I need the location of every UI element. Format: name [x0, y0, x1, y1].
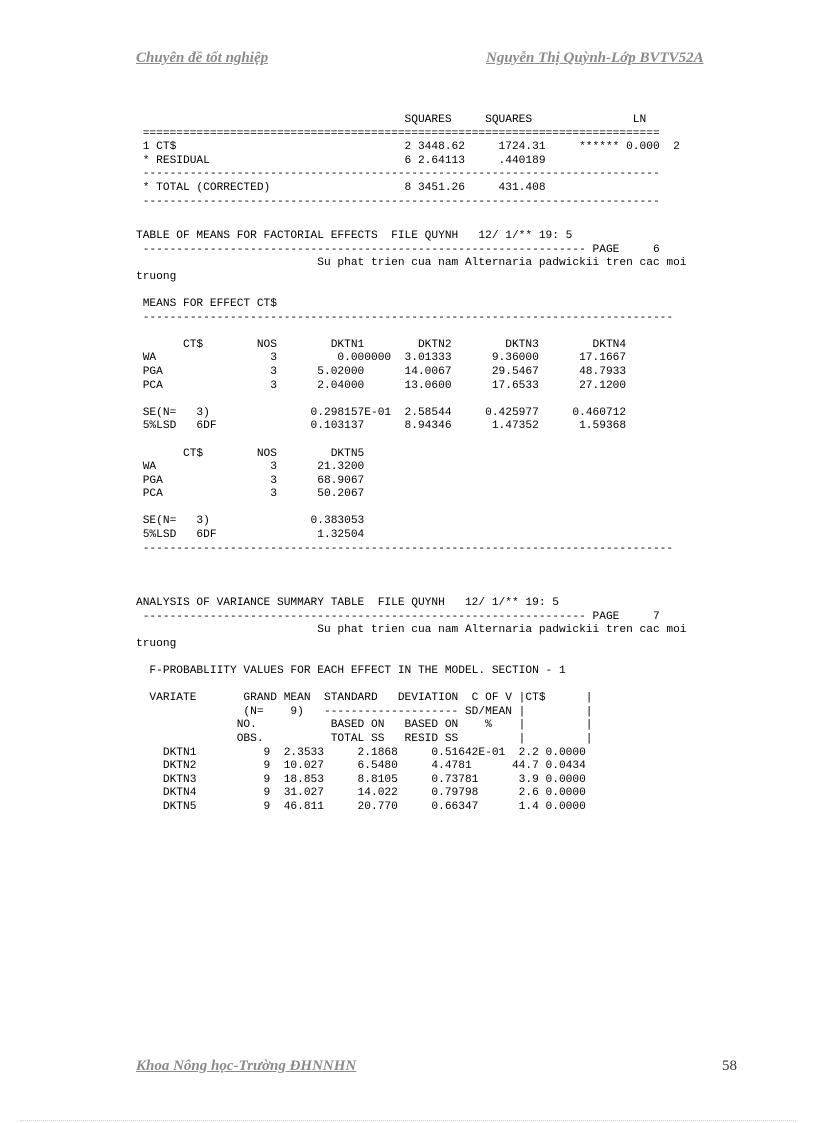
- table-of-means: TABLE OF MEANS FOR FACTORIAL EFFECTS FILE QUYNH 12/ 1/** 19: 5 ------------------------------------------------------------------ PAGE 6 Su phat trien cua nam Alternaria padwickii tren cac moi truong MEANS FOR EFFECT CT$ ------------------------------------------------------------------------------- CT$ NOS DKTN1 DKTN2 DKTN3 DKTN4 WA 3 0.000000 3.01333 9.36000 17.1667 PGA 3 5.02000 14.0067 29.5467 48.7933 PCA 3 2.04000 13.0600 17.6533 27.1200 SE(N= 3) 0.298157E-01 2.58544 0.425977 0.460712 5%LSD 6DF 0.103137 8.94346 1.47352 1.59368 CT$ NOS DKTN5 WA 3 21.3200 PGA 3 68.9067 PCA 3 50.2067 SE(N= 3) 0.383053 5%LSD 6DF 1.32504 -------------------------------------------------------------------------------: [136, 230, 687, 555]
- page-number: 58: [722, 1058, 737, 1074]
- header-right-author: Nguyễn Thị Quỳnh-Lớp BVTV52A: [486, 50, 704, 66]
- page-bottom-divider: [20, 1120, 796, 1121]
- header-left-title: Chuyên đề tốt nghiệp: [136, 50, 269, 66]
- anova-summary-table: ANALYSIS OF VARIANCE SUMMARY TABLE FILE QUYNH 12/ 1/** 19: 5 ------------------------------------------------------------------ PAGE 7 Su phat trien cua nam Alternaria padwickii tren cac moi truong F-PROBABLIITY VALUES FOR EACH EFFECT IN THE MODEL. SECTION - 1 VARIATE GRAND MEAN STANDARD DEVIATION C OF V |CT$ | (N= 9) -------------------- SD/MEAN | | NO. BASED ON BASED ON % | | OBS. TOTAL SS RESID SS | | DKTN1 9 2.3533 2.1868 0.51642E-01 2.2 0.0000 DKTN2 9 10.027 6.5480 4.4781 44.7 0.0434 DKTN3 9 18.853 8.8105 0.73781 3.9 0.0000 DKTN4 9 31.027 14.022 0.79798 2.6 0.0000 DKTN5 9 46.811 20.770 0.66347 1.4 0.0000: [136, 597, 687, 813]
- footer-faculty: Khoa Nông học-Trường ĐHNNHN: [136, 1058, 357, 1074]
- anova-table-fragment: SQUARES SQUARES LN ============================================================================= 1 CT$ 2 3448.62 1724.31 ****** 0.000 2 * RESIDUAL 6 2.64113 .440189 ----------------------------------------------------------------------------- * TOTAL (CORRECTED) 8 3451.26 431.408 -----------------------------------------------------------------------------: [142, 114, 680, 208]
